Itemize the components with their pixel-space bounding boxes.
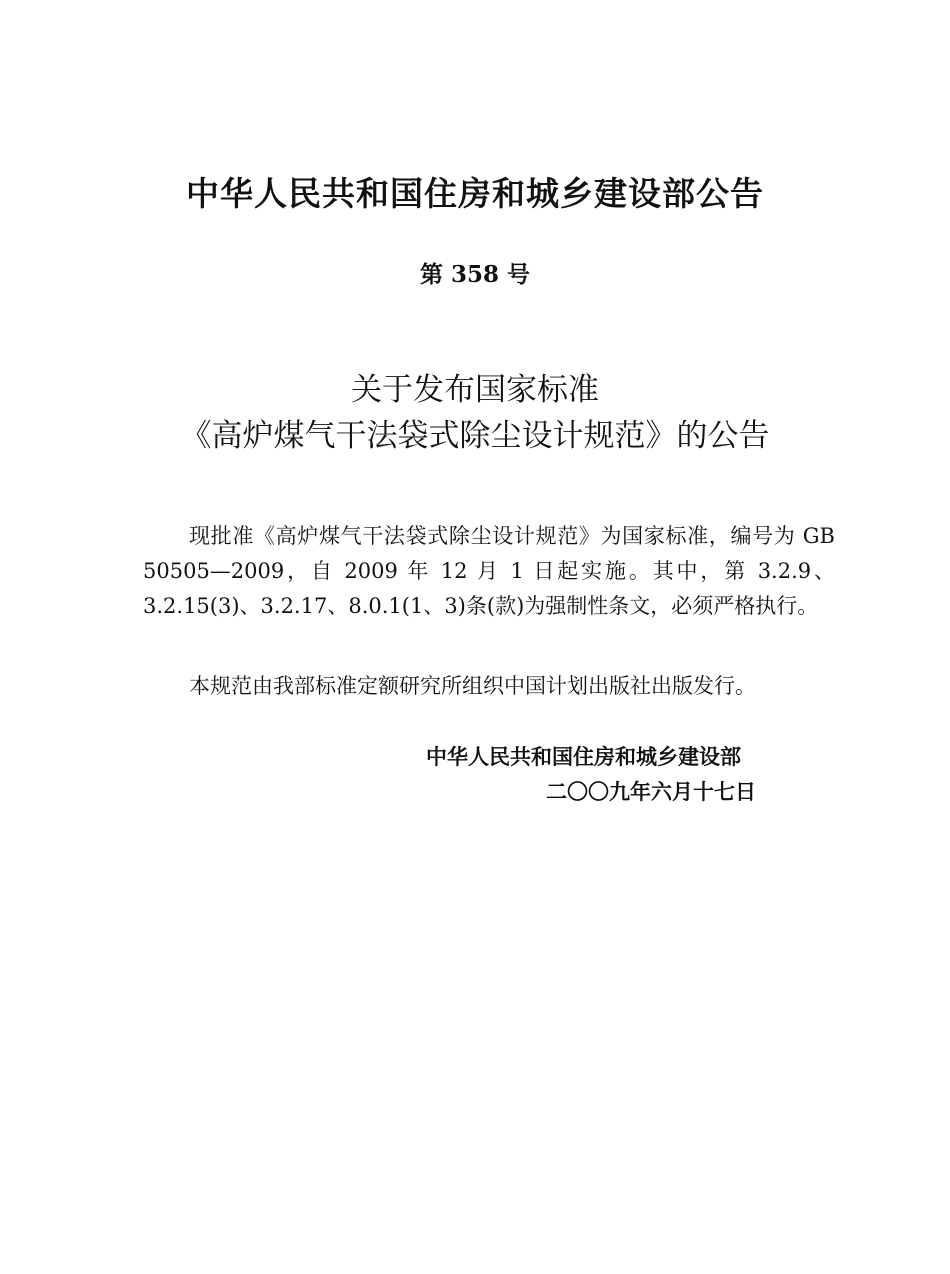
- notice-number: 第 358 号: [419, 261, 531, 288]
- notice-title-line-1: 关于发布国家标准: [351, 372, 599, 408]
- signature-date: 二〇〇九年六月十七日: [546, 780, 756, 804]
- body-paragraph-publication: 本规范由我部标准定额研究所组织中国计划出版社出版发行。: [189, 674, 756, 698]
- signature-organization: 中华人民共和国住房和城乡建设部: [426, 745, 741, 769]
- body-paragraph-approval: 现批准《高炉煤气干法袋式除尘设计规范》为国家标准，编号为 GB 50505—2009，自 2009 年 12 月 1 日起实施。其中，第 3.2.9、3.2.15(3)、3.2.17、8.0.1(1、3)条(款)为强制性条文，必须严格执行。: [143, 524, 835, 618]
- issuer-heading: 中华人民共和国住房和城乡建设部公告: [186, 174, 764, 213]
- notice-title-line-2: 《高炉煤气干法袋式除尘设计规范》的公告: [180, 418, 770, 454]
